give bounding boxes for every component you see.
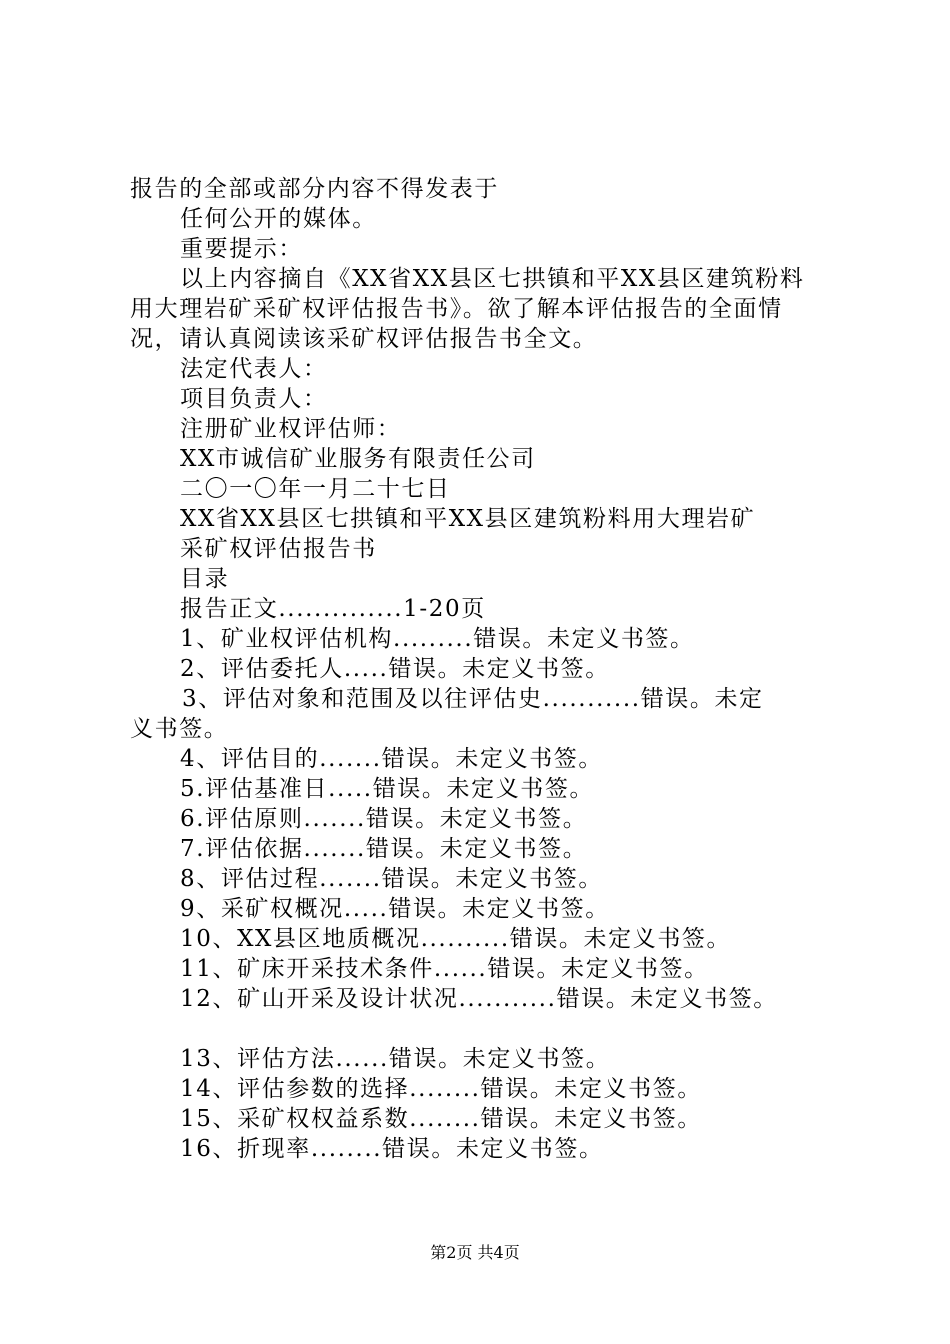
text-line: 用大理岩矿采矿权评估报告书》。欲了解本评估报告的全面情 [130,296,783,322]
legal-representative-label: 法定代表人： [180,356,328,382]
document-body [130,174,832,1164]
important-notice-heading: 重要提示： [180,236,303,262]
blank-line [130,1014,832,1044]
toc-entry: 16、折现率........错误。未定义书签。 [180,1136,604,1162]
page-footer: 第2页 共4页 [430,1243,520,1262]
toc-entry: 2、评估委托人.....错误。未定义书签。 [180,656,610,682]
toc-entry: 1、矿业权评估机构.........错误。未定义书签。 [180,626,695,652]
toc-entry: 11、矿床开采技术条件......错误。未定义书签。 [180,956,709,982]
appraiser-label: 注册矿业权评估师： [180,416,402,442]
toc-entry: 7.评估依据.......错误。未定义书签。 [180,836,588,862]
toc-entry: 报告正文..............1-20页 [180,596,486,622]
toc-entry: 5.评估基准日.....错误。未定义书签。 [180,776,595,802]
toc-entry-continuation: 义书签。 [130,716,229,742]
project-leader-label: 项目负责人： [180,386,328,412]
toc-entry: 10、XX县区地质概况..........错误。未定义书签。 [180,926,732,952]
toc-entry: 15、采矿权权益系数........错误。未定义书签。 [180,1106,702,1132]
company-name: XX市诚信矿业服务有限责任公司 [180,446,536,472]
text-line: 况，请认真阅读该采矿权评估报告书全文。 [130,326,598,352]
text-line: 任何公开的媒体。 [180,206,377,232]
toc-entry: 3、评估对象和范围及以往评估史...........错误。未定 [182,686,764,712]
toc-entry: 13、评估方法......错误。未定义书签。 [180,1046,611,1072]
toc-entry: 6.评估原则.......错误。未定义书签。 [180,806,588,832]
report-date: 二〇一〇年一月二十七日 [180,476,451,502]
toc-heading: 目录 [180,566,230,592]
toc-entry: 4、评估目的.......错误。未定义书签。 [180,746,604,772]
report-title-line1: XX省XX县区七拱镇和平XX县区建筑粉料用大理岩矿 [180,506,756,532]
toc-entry: 14、评估参数的选择........错误。未定义书签。 [180,1076,702,1102]
text-line: 以上内容摘自《XX省XX县区七拱镇和平XX县区建筑粉料 [180,266,805,292]
toc-entry: 9、采矿权概况.....错误。未定义书签。 [180,896,610,922]
toc-entry: 8、评估过程.......错误。未定义书签。 [180,866,604,892]
text-line: 报告的全部或部分内容不得发表于 [130,176,499,202]
toc-entry: 12、矿山开采及设计状况...........错误。未定义书签。 [180,986,778,1012]
report-title-line2: 采矿权评估报告书 [180,536,377,562]
